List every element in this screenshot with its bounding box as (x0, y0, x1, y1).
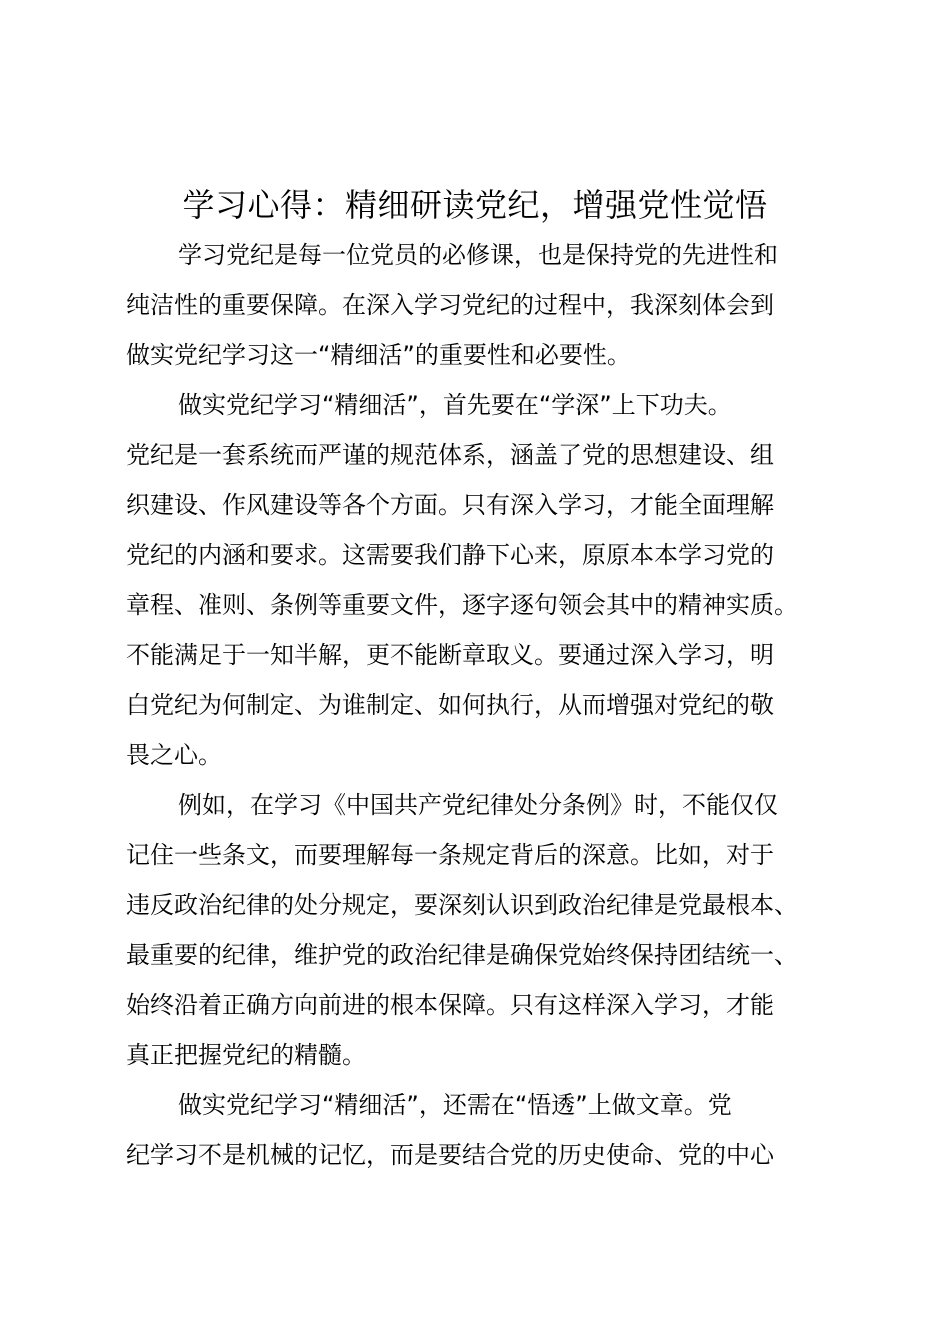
paragraph-line: 不能满足于一知半解，更不能断章取义。要通过深入学习，明 (126, 641, 774, 669)
paragraph-3 (126, 780, 846, 1080)
paragraph-line: 纯洁性的重要保障。在深入学习党纪的过程中，我深刻体会到 (126, 291, 774, 319)
document-body (126, 230, 846, 1180)
document-title: 学习心得：精细研读党纪，增强党性觉悟 (182, 186, 768, 224)
paragraph-1 (126, 230, 846, 380)
paragraph-line: 畏之心。 (126, 741, 222, 769)
paragraph-line: 做实党纪学习“精细活”，首先要在“学深”上下功夫。 (178, 391, 732, 419)
paragraph-line: 党纪是一套系统而严谨的规范体系，涵盖了党的思想建设、组 (126, 441, 774, 469)
paragraph-line: 党纪的内涵和要求。这需要我们静下心来，原原本本学习党的 (126, 541, 774, 569)
paragraph-line: 纪学习不是机械的记忆，而是要结合党的历史使命、党的中心 (126, 1141, 774, 1169)
paragraph-line: 织建设、作风建设等各个方面。只有深入学习，才能全面理解 (126, 491, 774, 519)
paragraph-line: 例如，在学习《中国共产党纪律处分条例》时，不能仅仅 (178, 791, 778, 819)
paragraph-line: 做实党纪学习这一“精细活”的重要性和必要性。 (126, 341, 631, 369)
paragraph-2 (126, 380, 846, 780)
paragraph-line: 做实党纪学习“精细活”，还需在“悟透”上做文章。党 (178, 1091, 732, 1119)
paragraph-line: 记住一些条文，而要理解每一条规定背后的深意。比如，对于 (126, 841, 774, 869)
paragraph-4 (126, 1080, 846, 1180)
paragraph-line: 违反政治纪律的处分规定，要深刻认识到政治纪律是党最根本、 (126, 891, 798, 919)
paragraph-line: 章程、准则、条例等重要文件，逐字逐句领会其中的精神实质。 (126, 591, 798, 619)
paragraph-line: 真正把握党纪的精髓。 (126, 1041, 366, 1069)
paragraph-line: 始终沿着正确方向前进的根本保障。只有这样深入学习，才能 (126, 991, 774, 1019)
paragraph-line: 白党纪为何制定、为谁制定、如何执行，从而增强对党纪的敬 (126, 691, 774, 719)
paragraph-line: 最重要的纪律，维护党的政治纪律是确保党始终保持团结统一、 (126, 941, 798, 969)
paragraph-line: 学习党纪是每一位党员的必修课，也是保持党的先进性和 (178, 241, 778, 269)
